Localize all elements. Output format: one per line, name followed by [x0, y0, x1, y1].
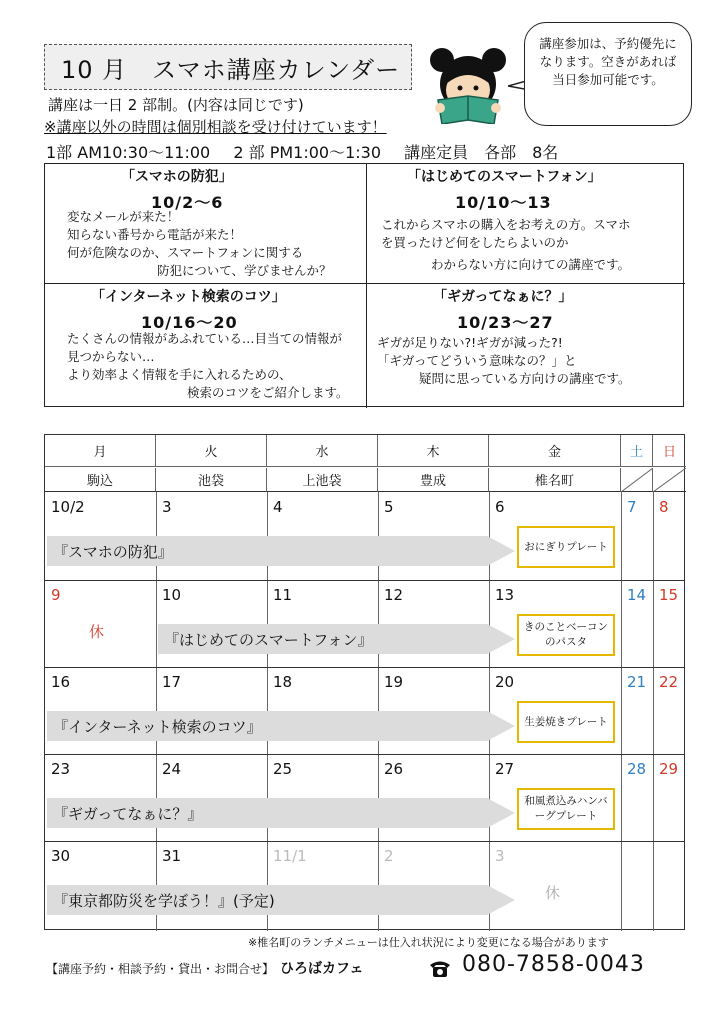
day-number: 3	[162, 498, 172, 516]
day-number: 22	[659, 673, 679, 691]
course-grid	[44, 163, 684, 407]
slash-mark	[621, 468, 653, 492]
day-number: 10/2	[51, 498, 85, 516]
day-number: 28	[627, 760, 647, 778]
lunch-menu-note: ※椎名町のランチメニューは仕入れ状況により変更になる場合があります	[248, 936, 609, 949]
course-giga	[367, 284, 685, 408]
day-number: 29	[659, 760, 679, 778]
course-title: 「はじめてのスマートフォン」	[407, 169, 602, 185]
day-number: 11/1	[273, 847, 307, 865]
grid-line	[45, 841, 684, 842]
course-line: ギガが足りない?!ギガが減った?!	[377, 335, 563, 350]
weekday-header: 日	[653, 435, 686, 467]
grid-line	[45, 580, 684, 581]
day-number: 24	[162, 760, 182, 778]
course-line: これからスマホの購入をお考えの方。スマホ	[381, 217, 631, 232]
course-security	[45, 164, 367, 284]
day-number: 21	[627, 673, 647, 691]
slash-mark	[653, 468, 686, 492]
weekday-header: 水	[267, 435, 378, 467]
course-line: わからない方に向けての講座です。	[431, 257, 631, 272]
course-line: より効率よく情報を手に入れるための、	[67, 367, 292, 382]
course-dates: 10/10～13	[455, 193, 552, 212]
day-number: 10	[162, 586, 182, 604]
course-line: を買ったけど何をしたらよいのか	[381, 235, 569, 250]
day-number: 19	[384, 673, 404, 691]
day-number: 11	[273, 586, 293, 604]
course-dates: 10/16～20	[141, 313, 238, 332]
lunch-menu-box: おにぎりプレート	[517, 526, 615, 568]
day-number: 6	[495, 498, 505, 516]
day-number: 18	[273, 673, 293, 691]
location-label: 豊成	[378, 468, 489, 492]
course-first-smartphone	[367, 164, 685, 284]
day-number: 31	[162, 847, 182, 865]
location-label: 池袋	[156, 468, 267, 492]
course-line: 変なメールが来た！	[67, 209, 180, 224]
day-number: 13	[495, 586, 515, 604]
day-number: 4	[273, 498, 283, 516]
lunch-menu-box: きのことベーコンのパスタ	[517, 614, 615, 656]
closed-label: 休	[89, 623, 105, 641]
intro-two-sessions: 講座は一日 2 部制。(内容は同じです)	[48, 96, 304, 114]
course-arrow-label: 『ギガってなぁに？』	[53, 805, 203, 823]
course-line: 疑問に思っている方向けの講座です。	[419, 371, 631, 386]
day-number: 23	[51, 760, 71, 778]
capacity: 講座定員 各部 8名	[404, 143, 559, 162]
course-internet-search	[45, 284, 367, 408]
course-line: 防犯について、学びませんか？	[157, 263, 332, 278]
course-arrow-label: 『インターネット検索のコツ』	[53, 718, 262, 736]
course-line: 見つからない…	[67, 349, 155, 364]
phone-icon	[428, 958, 452, 978]
calendar-grid	[44, 434, 685, 930]
participation-bubble: 講座参加は、予約優先になります。空きがあれば当日参加可能です。	[524, 22, 692, 126]
weekday-header: 土	[621, 435, 653, 467]
course-title: 「ギガってなぁに？」	[433, 289, 573, 305]
grid-line	[45, 754, 684, 755]
day-number: 25	[273, 760, 293, 778]
grid-line	[653, 492, 654, 931]
course-dates: 10/23～27	[457, 313, 554, 332]
course-line: 「ギガってどういう意味なの？」と	[377, 353, 577, 368]
schedule-line	[46, 140, 576, 163]
course-line: 検索のコツをご紹介します。	[187, 385, 349, 400]
day-number: 9	[51, 586, 61, 604]
day-number: 14	[627, 586, 647, 604]
day-number: 16	[51, 673, 71, 691]
course-title: 「スマホの防犯」	[121, 169, 233, 185]
course-arrow-label: 『はじめてのスマートフォン』	[164, 631, 373, 649]
phone-number[interactable]: 080-7858-0043	[462, 952, 645, 977]
weekday-header: 月	[45, 435, 156, 467]
day-number: 20	[495, 673, 515, 691]
day-number: 30	[51, 847, 71, 865]
course-line: たくさんの情報があふれている…目当ての情報が	[67, 331, 343, 346]
day-number: 2	[384, 847, 394, 865]
weekday-header: 木	[378, 435, 489, 467]
course-arrow-label: 『スマホの防犯』	[53, 543, 173, 561]
lunch-menu-box: 生姜焼きプレート	[517, 701, 615, 743]
location-label: 駒込	[45, 468, 156, 492]
part1-time: 1部 AM10:30～11:00	[46, 143, 211, 162]
part2-time: 2 部 PM1:00～1:30	[233, 143, 382, 162]
intro-consultation: ※講座以外の時間は個別相談を受け付けています！	[44, 118, 387, 136]
weekday-header: 金	[489, 435, 621, 467]
course-line: 何が危険なのか、スマートフォンに関する	[67, 245, 304, 260]
contact-label: 【講座予約・相談予約・貸出・お問合せ】	[46, 962, 275, 976]
mascot-reading-icon	[428, 44, 508, 124]
location-label: 上池袋	[267, 468, 378, 492]
course-line: 知らない番号から電話が来た！	[67, 227, 243, 242]
lunch-menu-box: 和風煮込みハンバーグプレート	[517, 788, 615, 830]
page-title: 10 月 スマホ講座カレンダー	[44, 44, 412, 90]
cafe-name: ひろばカフェ	[280, 961, 364, 977]
day-number: 27	[495, 760, 515, 778]
location-label: 椎名町	[489, 468, 621, 492]
day-number: 8	[659, 498, 669, 516]
course-title: 「インターネット検索のコツ」	[91, 289, 286, 305]
course-arrow-label: 『東京都防災を学ぼう！』(予定)	[53, 892, 275, 910]
day-number: 7	[627, 498, 637, 516]
day-number: 15	[659, 586, 679, 604]
grid-line	[621, 492, 622, 931]
day-number: 17	[162, 673, 182, 691]
grid-line	[45, 667, 684, 668]
day-number: 12	[384, 586, 404, 604]
day-number: 5	[384, 498, 394, 516]
course-dates: 10/2～6	[151, 193, 224, 212]
day-number: 3	[495, 847, 505, 865]
weekday-header: 火	[156, 435, 267, 467]
contact-info	[46, 958, 363, 978]
day-number: 26	[384, 760, 404, 778]
closed-label: 休	[545, 884, 561, 902]
